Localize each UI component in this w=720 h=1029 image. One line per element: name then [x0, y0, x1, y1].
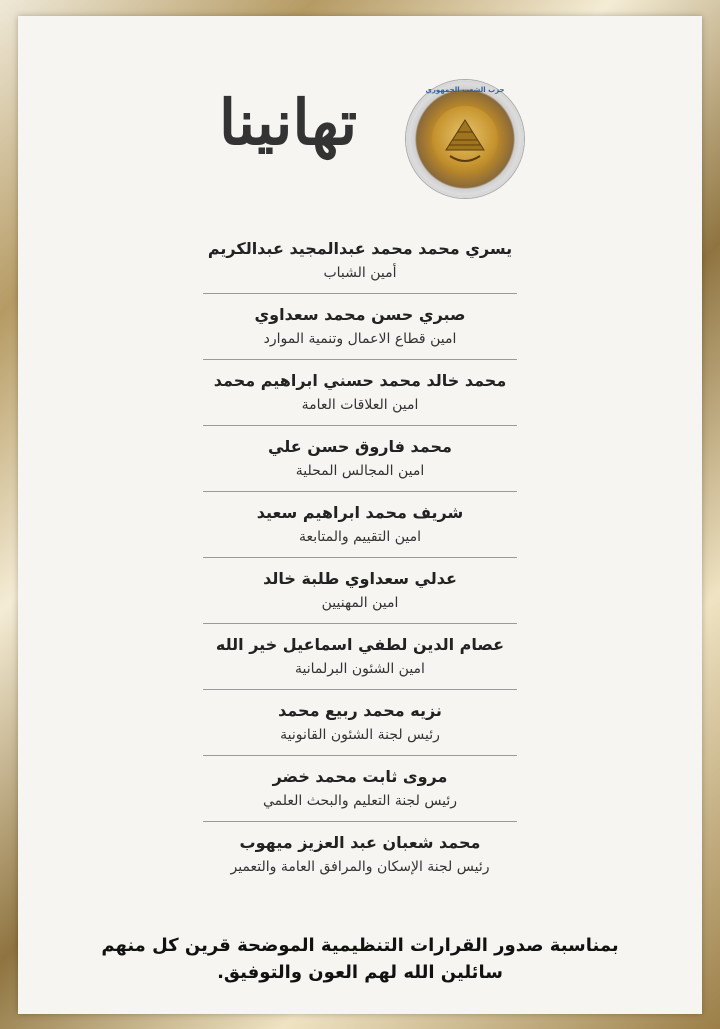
divider: [203, 425, 517, 426]
person-role: امين الشئون البرلمانية: [295, 661, 425, 677]
person-name: عصام الدين لطفي اسماعيل خير الله: [215, 635, 505, 654]
person-name: يسري محمد محمد عبدالمجيد عبدالكريم: [207, 239, 513, 258]
list-item: [18, 436, 702, 502]
logo-emblem: [432, 106, 498, 172]
pyramid-icon: [432, 106, 498, 172]
list-item: [18, 568, 702, 634]
logo-text: حزب الشعب الجمهوري: [425, 86, 505, 94]
list-item: [18, 238, 702, 304]
divider: [203, 557, 517, 558]
footer-line-1: بمناسبة صدور القرارات التنظيمية الموضحة قرين كل منهم: [101, 935, 619, 956]
person-name: شريف محمد ابراهيم سعيد: [256, 503, 464, 522]
person-role: امين قطاع الاعمال وتنمية الموارد: [263, 331, 457, 347]
divider: [203, 491, 517, 492]
list-item: [18, 832, 702, 898]
person-name: عدلي سعداوي طلبة خالد: [263, 569, 457, 588]
page-title: تهانينا: [218, 86, 358, 159]
divider: [203, 623, 517, 624]
greeting-card: [18, 16, 702, 1014]
list-item: [18, 766, 702, 832]
person-name: محمد شعبان عبد العزيز ميهوب: [239, 833, 481, 852]
party-logo: [406, 80, 524, 198]
divider: [203, 359, 517, 360]
person-name: نزيه محمد ربيع محمد: [278, 701, 442, 720]
divider: [203, 293, 517, 294]
person-role: رئيس لجنة الشئون القانونية: [280, 727, 440, 743]
person-role: رئيس لجنة الإسكان والمرافق العامة والتعمير: [230, 859, 490, 875]
divider: [203, 755, 517, 756]
person-name: محمد خالد محمد حسني ابراهيم محمد: [213, 371, 507, 390]
person-role: امين المهنيين: [321, 595, 399, 611]
appointments-list: [18, 238, 702, 898]
person-role: امين المجالس المحلية: [295, 463, 425, 479]
person-name: مروى ثابت محمد خضر: [272, 767, 448, 786]
person-name: محمد فاروق حسن علي: [268, 437, 452, 456]
person-role: رئيس لجنة التعليم والبحث العلمي: [262, 793, 458, 809]
person-role: امين التقييم والمتابعة: [298, 529, 422, 545]
person-role: امين العلاقات العامة: [301, 397, 419, 413]
list-item: [18, 634, 702, 700]
header: [18, 74, 702, 204]
list-item: [18, 502, 702, 568]
divider: [203, 821, 517, 822]
person-name: صبري حسن محمد سعداوي: [254, 305, 466, 324]
divider: [203, 689, 517, 690]
list-item: [18, 700, 702, 766]
list-item: [18, 370, 702, 436]
footer-line-2: سائلين الله لهم العون والتوفيق.: [217, 962, 503, 983]
list-item: [18, 304, 702, 370]
footer-message: [18, 932, 702, 986]
person-role: أمين الشباب: [323, 265, 397, 281]
